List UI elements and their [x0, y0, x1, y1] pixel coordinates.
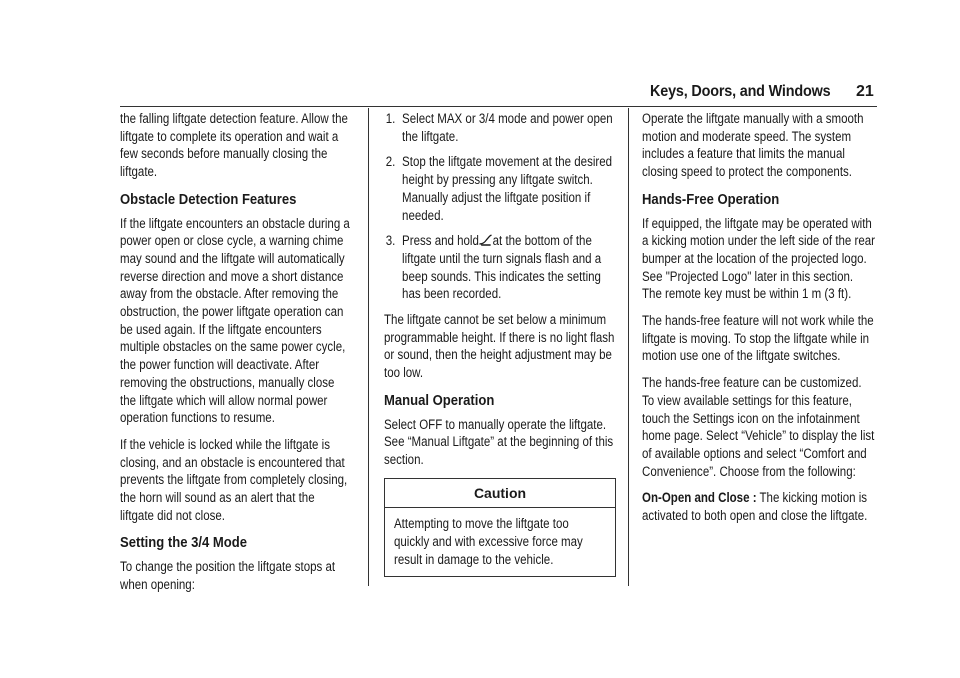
heading-manual-operation: Manual Operation — [384, 391, 495, 409]
page-header — [0, 83, 960, 103]
paragraph: If equipped, the liftgate may be operated with a kicking motion under the left side of the rear bumper at the location of the projected logo. See "Projected Logo" later in this section. The remote key must be within 1 m (3 ft). — [642, 215, 876, 302]
list-item — [384, 232, 615, 303]
column-3 — [642, 110, 876, 534]
paragraph: The hands-free feature will not work while the liftgate is moving. To stop the liftgate while in motion use one of the liftgate switches. — [642, 313, 874, 364]
page-number: 21 — [856, 83, 874, 100]
step-text-before: Press and hold — [402, 233, 479, 249]
caution-text: Attempting to move the liftgate too quickly and with excessive force may result in damage to the vehicle. — [394, 516, 583, 567]
caution-body — [385, 508, 615, 576]
list-text: Select MAX or 3/4 mode and power open the liftgate. — [402, 111, 613, 144]
paragraph: If the liftgate encounters an obstacle during a power open or close cycle, a warning chime may sound and the liftgate will automatically reverse direction and move a short distance away from the obstacle. After removing the obstruction, the power liftgate operation can be used again. If the liftgate encounters multiple obstacles on the same power cycle, the power function will deactivate. After removing the obstructions, manually close the liftgate which will allow normal power operation functions to resume. — [120, 215, 350, 426]
paragraph: If the vehicle is locked while the liftgate is closing, and an obstacle is encountered that prevents the liftgate from completely closing, the horn will sound as an alert that the liftgate did not close. — [120, 436, 348, 523]
list-number: 1. — [385, 111, 396, 126]
list-item — [384, 110, 615, 145]
paragraph: Operate the liftgate manually with a smooth motion and moderate speed. The system includes a feature that limits the manual closing speed to protect the components. — [642, 111, 864, 180]
list-number: 2. — [385, 154, 396, 170]
paragraph: the falling liftgate detection feature. Allow the liftgate to complete its operation and wait a few seconds before manually closing the liftgate. — [120, 111, 348, 180]
list-text: Stop the liftgate movement at the desired height by pressing any liftgate switch. Manually adjust the liftgate position if needed. — [402, 154, 613, 223]
paragraph: To change the position the liftgate stops at when opening: — [120, 559, 336, 592]
column-divider-1 — [368, 108, 369, 586]
definition-item — [642, 489, 875, 524]
paragraph: The hands-free feature can be customized. To view available settings for this feature, touch the Settings icon on the infotainment home page. Select “Vehicle” to display the list of available options and select “Comfort and Convenience”. Choose from the following: — [642, 375, 875, 479]
term-description: The kicking motion is activated to both open and close the liftgate. — [642, 490, 868, 524]
heading-hands-free-operation: Hands-Free Operation — [642, 190, 780, 208]
liftgate-remote-icon — [479, 234, 493, 246]
list-number: 3. — [385, 233, 396, 249]
list-item — [384, 153, 615, 224]
heading-obstacle-detection: Obstacle Detection Features — [120, 190, 297, 208]
caution-box — [384, 478, 616, 578]
paragraph: Select OFF to manually operate the liftgate. See “Manual Liftgate” at the beginning of this section. — [384, 416, 614, 467]
paragraph: The liftgate cannot be set below a minimum programmable height. If there is no light flash or sound, then the height adjustment may be too low. — [384, 312, 615, 381]
caution-title: Caution — [385, 479, 615, 509]
column-1 — [120, 110, 352, 603]
term-label: On-Open and Close : — [642, 490, 757, 506]
column-2 — [384, 110, 616, 577]
list-text — [402, 232, 615, 303]
step-text-after: at the bottom of the liftgate until the turn signals flash and a beep sounds. This indicates the setting has been recorded. — [402, 233, 602, 302]
header-rule — [120, 106, 877, 107]
heading-setting-mode: Setting the 3/4 Mode — [120, 534, 247, 552]
column-divider-2 — [628, 108, 629, 586]
section-title: Keys, Doors, and Windows — [649, 83, 830, 100]
